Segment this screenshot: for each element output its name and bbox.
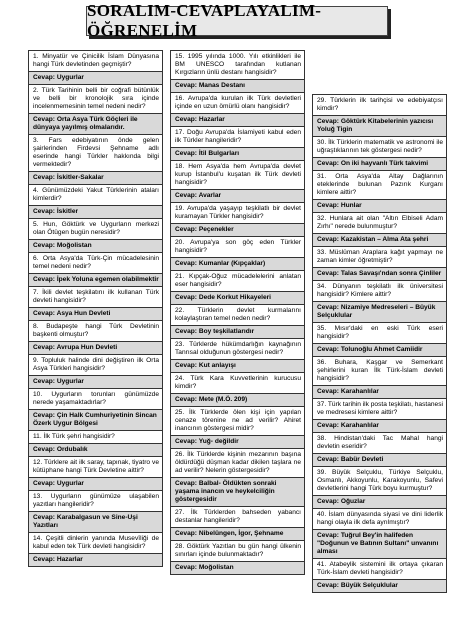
answer-text: Cevap: Kumanlar (Kıpçaklar) bbox=[171, 257, 304, 270]
answer-text: Cevap: Moğolistan bbox=[29, 239, 162, 252]
answer-text: Cevap: Peçenekler bbox=[171, 223, 304, 236]
question-text: 29. Türklerin ilk tarihçisi ve edebiyatçısı kimdir? bbox=[317, 97, 443, 112]
qa-item bbox=[312, 280, 447, 323]
answer-text: Cevap: Hazarlar bbox=[29, 553, 162, 566]
answer-text: Cevap: Uygurlar bbox=[29, 477, 162, 490]
answer-text: Cevap: Nizamiye Medreseleri – Büyük Selçuklular bbox=[313, 301, 446, 322]
answer-text: Cevap: İtil Bulgarları bbox=[171, 147, 304, 160]
question-text: 28. Göktürk Yazıtları bu gün hangi ülkenin sınırları içinde bulunmaktadır? bbox=[175, 543, 301, 558]
answer-text: Cevap: Hazarlar bbox=[171, 113, 304, 126]
question-text: 36. Buhara, Kaşgar ve Semerkant şehirlerini kuran İlk Türk-İslam devleti hangisidir? bbox=[317, 359, 443, 382]
qa-item bbox=[170, 126, 305, 161]
answer-text: Cevap: Talas Savaşı'ndan sonra Çinliler bbox=[313, 267, 446, 280]
qa-item bbox=[312, 356, 447, 399]
answer-text: Cevap: Nibelüngen, İgor, Şehname bbox=[171, 527, 304, 540]
qa-item bbox=[28, 218, 163, 253]
answer-text: Cevap: Moğolistan bbox=[171, 561, 304, 574]
answer-text: Cevap: Karabalgasun ve Sine-Uşi Yazıtları bbox=[29, 511, 162, 532]
question-text: 22. Türklerin devlet kurmalarını kolaylaştıran temel neden nedir? bbox=[175, 307, 301, 322]
question-text: 4. Günümüzdeki Yakut Türklerinin ataları kimlerdir? bbox=[33, 187, 159, 202]
answer-text: Cevap: Mete (M.Ö. 209) bbox=[171, 393, 304, 406]
question-text: 27. İlk Türklerden bahseden yabancı destanlar hangileridir? bbox=[175, 509, 301, 524]
page-title-box bbox=[86, 1, 388, 40]
qa-item bbox=[28, 430, 163, 457]
page-title: SORALIM-CEVAPLAYALIM-ÖĞRENELİM bbox=[87, 1, 322, 40]
question-text: 9. Topluluk halinde dini değiştiren ilk Orta Asya Türkleri hangisidir? bbox=[33, 357, 159, 372]
qa-item bbox=[170, 236, 305, 271]
qa-item bbox=[312, 432, 447, 467]
qa-item bbox=[312, 508, 447, 559]
question-text: 34. Dünyanın teşkilatlı ilk üniversitesi hangisidir? Kimlere aittir? bbox=[317, 283, 443, 298]
qa-item bbox=[28, 286, 163, 321]
question-text: 37. Türk tarihin ilk posta teşkilatı, hastanesi ve medresesi kimlere aittir? bbox=[317, 401, 443, 416]
answer-text: Cevap: Asya Hun Devleti bbox=[29, 307, 162, 320]
qa-item bbox=[28, 134, 163, 185]
qa-item bbox=[170, 270, 305, 305]
answer-text: Cevap: Tolunoğlu Ahmet Camiidir bbox=[313, 343, 446, 356]
question-text: 40. İslam dünyasında siyasi ve dini liderlik hangi olayla ilk defa ayrılmıştır? bbox=[317, 511, 443, 526]
answer-text: Cevap: Balbal- Öldükten sonraki yaşama inancın ve heykelciliğin göstergesidir bbox=[171, 477, 304, 506]
question-text: 30. İlk Türklerin matematik ve astronomi ile uğraştıklarının tek göstergesi nedir? bbox=[317, 139, 443, 154]
question-text: 35. Mısır'daki en eski Türk eseri hangisidir? bbox=[317, 325, 443, 340]
question-text: 10. Uygurların torunları günümüzde nerede yaşamaktadırlar? bbox=[33, 391, 159, 406]
answer-text: Cevap: Büyük Selçuklular bbox=[313, 579, 446, 592]
qa-item bbox=[170, 304, 305, 339]
question-text: 23. Türklerde hükümdarlığın kaynağının Tanrısal olduğunun göstergesi nedir? bbox=[175, 341, 301, 356]
answer-text: Cevap: Dede Korkut Hikayeleri bbox=[171, 291, 304, 304]
qa-item bbox=[28, 388, 163, 431]
question-text: 25. İlk Türklerde ölen kişi için yapılan cenaze törenine ne ad verilir? Ahiret inancının göstergesi midir? bbox=[175, 409, 301, 432]
qa-item bbox=[312, 212, 447, 247]
qa-item bbox=[170, 92, 305, 127]
qa-item bbox=[28, 184, 163, 219]
qa-item bbox=[28, 456, 163, 491]
answer-text: Cevap: Hunlar bbox=[313, 199, 446, 212]
answer-text: Cevap: Çin Halk Cumhuriyetinin Sincan Özerk Uygur Bölgesi bbox=[29, 409, 162, 430]
question-text: 6. Orta Asya'da Türk-Çin mücadelesinin temel nedeni nedir? bbox=[33, 255, 159, 270]
column-3 bbox=[312, 94, 447, 592]
question-text: 15. 1995 yılında 1000. Yılı etkinlikleri ile BM UNESCO tarafından kutlanan Kırgızların ünlü destanı hangisidir? bbox=[175, 53, 301, 76]
answer-text: Cevap: Ordubalık bbox=[29, 443, 162, 456]
question-text: 41. Atabeylik sistemini ilk ortaya çıkaran Türk-İslam devleti hangisidir? bbox=[317, 561, 443, 576]
answer-text: Cevap: İskitler-Sakalar bbox=[29, 171, 162, 184]
answer-text: Cevap: Boy teşkilatlarıdır bbox=[171, 325, 304, 338]
question-text: 1. Minyatür ve Çinicilik İslam Dünyasına hangi Türk devletinden geçmiştir? bbox=[33, 53, 159, 68]
qa-item bbox=[170, 540, 305, 575]
qa-item bbox=[170, 506, 305, 541]
question-text: 11. İlk Türk şehri hangisidir? bbox=[33, 433, 115, 440]
question-text: 17. Doğu Avrupa'da İslamiyeti kabul eden ilk Türkler hangileridir? bbox=[175, 129, 301, 144]
qa-item bbox=[312, 246, 447, 281]
answer-text: Cevap: İskitler bbox=[29, 205, 162, 218]
answer-text: Cevap: Yuğ- değildir bbox=[171, 435, 304, 448]
answer-text: Cevap: Uygurlar bbox=[29, 375, 162, 388]
question-text: 20. Avrupa'ya son göç eden Türkler hangisidir? bbox=[175, 239, 301, 254]
answer-text: Cevap: Karahanlılar bbox=[313, 385, 446, 398]
question-text: 39. Büyük Selçuklu, Türkiye Selçuklu, Osmanlı, Akkoyunlu, Karakoyunlu, Safevi devletlerini hangi Türk boyu kurmuştur? bbox=[317, 469, 443, 492]
qa-item bbox=[170, 202, 305, 237]
question-text: 14. Çeşitli dinlerin yanında Musevîliği de kabul eden tek Türk devleti hangisidir? bbox=[33, 535, 159, 550]
qa-item bbox=[28, 320, 163, 355]
qa-item bbox=[170, 338, 305, 373]
answer-text: Cevap: Karahanlılar bbox=[313, 419, 446, 432]
qa-item bbox=[170, 372, 305, 407]
question-text: 31. Orta Asya'da Altay Dağlarının eteklerinde bulunan Pazırık Kurganı kimlere aittir? bbox=[317, 173, 443, 196]
qa-item bbox=[312, 136, 447, 171]
question-text: 33. Müslüman Araplara kağıt yapmayı ne zaman kimler öğretmiştir? bbox=[317, 249, 443, 264]
question-text: 7. İkili devlet teşkilatını ilk kullanan Türk devleti hangisidir? bbox=[33, 289, 159, 304]
qa-item bbox=[312, 398, 447, 433]
answer-text: Cevap: Orta Asya Türk Göçleri ile dünyaya yayılmış olmalarıdır. bbox=[29, 113, 162, 134]
qa-item bbox=[170, 50, 305, 93]
qa-item bbox=[312, 170, 447, 213]
question-text: 18. Hem Asya'da hem Avrupa'da devlet kurup İstanbul'u kuşatan ilk Türk devleti hangisidir? bbox=[175, 163, 301, 186]
question-text: 5. Hun, Göktürk ve Uygurların merkezi olan Ötügen bugün neresidir? bbox=[33, 221, 159, 236]
answer-text: Cevap: On iki hayvanlı Türk takvimi bbox=[313, 157, 446, 170]
answer-text: Cevap: Oğuzlar bbox=[313, 495, 446, 508]
qa-item bbox=[28, 490, 163, 533]
answer-text: Cevap: Kut anlayışı bbox=[171, 359, 304, 372]
qa-item bbox=[170, 448, 305, 507]
question-text: 38. Hindistan'daki Tac Mahal hangi devletin eseridir? bbox=[317, 435, 443, 450]
answer-text: Cevap: Tuğrul Bey'in halifeden "Doğunun ve Batının Sultanı" unvanını alması bbox=[313, 529, 446, 558]
question-text: 19. Avrupa'da yaşayıp teşkilatlı bir devlet kuramayan Türkler hangisidir? bbox=[175, 205, 301, 220]
answer-text: Cevap: Avarlar bbox=[171, 189, 304, 202]
qa-item bbox=[28, 84, 163, 135]
qa-item bbox=[170, 406, 305, 449]
answer-text: Cevap: Babür Devleti bbox=[313, 453, 446, 466]
answer-text: Cevap: Kazakistan – Alma Ata şehri bbox=[313, 233, 446, 246]
answer-text: Cevap: Avrupa Hun Devleti bbox=[29, 341, 162, 354]
question-text: 24. Türk Kara Kuvvetlerinin kurucusu kimdir? bbox=[175, 375, 301, 390]
question-text: 13. Uygurların günümüze ulaşabilen yazıtları hangileridir? bbox=[33, 493, 159, 508]
question-text: 2. Türk Tarihinin belli bir coğrafi bütünlük ve belli bir kronolojik sıra içinde incelenmemesinin temel nedeni nedir? bbox=[33, 87, 159, 110]
answer-text: Cevap: İpek Yoluna egemen olabilmektir bbox=[29, 273, 162, 286]
question-text: 21. Kıpçak-Oğuz mücadelelerini anlatan eser hangisidir? bbox=[175, 273, 301, 288]
qa-item bbox=[28, 532, 163, 567]
question-text: 32. Hunlara ait olan "Altın Elbiseli Adam Zırhı" nerede bulunmuştur? bbox=[317, 215, 443, 230]
qa-item bbox=[312, 94, 447, 137]
qa-item bbox=[312, 558, 447, 593]
question-text: 8. Budapeşte hangi Türk Devletinin başkenti olmuştur? bbox=[33, 323, 159, 338]
answer-text: Cevap: Göktürk Kitabelerinin yazıcısı Yoluğ Tigin bbox=[313, 115, 446, 136]
question-text: 16. Avrupa'da kurulan ilk Türk devletleri içinde en uzun ömürlü olanı hangisidir? bbox=[175, 95, 301, 110]
question-text: 3. Fars edebiyatının önde gelen şairlerinden Firdevsi Şehname adlı eserinde hangi Türkler hakkında bilgi vermektedir? bbox=[33, 137, 159, 168]
column-2 bbox=[170, 50, 305, 574]
qa-item bbox=[28, 252, 163, 287]
qa-item bbox=[312, 322, 447, 357]
answer-text: Cevap: Uygurlar bbox=[29, 71, 162, 84]
qa-item bbox=[28, 50, 163, 85]
qa-item bbox=[28, 354, 163, 389]
answer-text: Cevap: Manas Destanı bbox=[171, 79, 304, 92]
question-text: 26. İlk Türklerde kişinin mezarının başına öldürdüğü düşman kadar dikilen taşlara ne ad verilir? Nelerin göstergesidir? bbox=[175, 451, 301, 474]
column-1 bbox=[28, 50, 163, 566]
question-text: 12. Türklere ait ilk saray, tapınak, tiyatro ve kütüphane hangi Türk Devletine aittir? bbox=[33, 459, 159, 474]
qa-item bbox=[312, 466, 447, 509]
qa-item bbox=[170, 160, 305, 203]
